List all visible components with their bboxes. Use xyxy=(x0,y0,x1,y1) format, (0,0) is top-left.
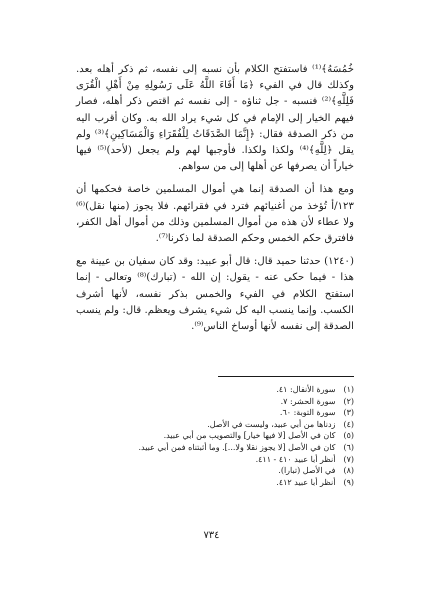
paragraph-1: خُمُسَهُ﴾⁽¹⁾ فاستفتح الكلام بأن نسبه إلى نفسه، ثم ذكر أهله بعد. وكذلك قال في الفيء ﴿مَا أَفَاءَ اللَّهُ عَلَى رَسُولِهِ مِنْ أَهْلِ الْقُرَى فَلِلَّهِ﴾⁽²⁾ فنسبه - جل ثناؤه - إلى نفسه ثم اقتص ذكر أهله، فصار فيهم الخيار إلى الإمام في كل شيء يراد الله به. وكان أقرب اليه من ذكر الصدقة فقال: ﴿إِنَّمَا الصَّدَقَاتُ لِلْفُقَرَاءِ وَالْمَسَاكِينِ﴾⁽³⁾ ولم يقل ﴿لِلَّهِ﴾⁽⁴⁾ ولكذا ولكذا. فأوجبها لهم ولم يجعل (لأحد)⁽⁵⁾ فيها خياراً أن يصرفها عن أهلها إلى من سواهم. xyxy=(76,64,355,173)
footnote-3 xyxy=(76,407,354,419)
footnote-number: (٨) xyxy=(343,466,354,476)
footnote-number: (٣) xyxy=(343,408,354,418)
footnote-number: (١) xyxy=(343,385,354,394)
footnote-4 xyxy=(76,419,354,431)
footnote-text: سورة الحشر: ٧. xyxy=(280,396,336,406)
footnote-number: (٩) xyxy=(343,477,354,487)
paragraph-3: (١٢٤٠) حدثنا حميد قال: قال أبو عبيد: وقد كان سفيان بن عيينة مع هذا - فيما حكى عنه - يقول: إن الله - (تبارك)⁽⁸⁾ وتعالى - إنما استفتح الكلام في الفيء والخمس بذكر نفسه، لأنها أشرف الكسب. وإنما ينسب اليه كل شيء يشرف ويعظم. قال: ولم ينسب الصدقة إلى نفسه لأنها أوساخ الناس⁽⁹⁾. xyxy=(76,256,354,333)
footnote-8 xyxy=(76,465,354,477)
footnote-text: سورة التوبة: ٦٠. xyxy=(279,408,336,418)
main-text xyxy=(76,62,354,335)
footnote-number: (٢) xyxy=(343,396,354,406)
page-number: ٧٣٤ xyxy=(203,530,220,541)
footnote-5 xyxy=(76,430,354,442)
footnote-text: أنظر أبا عبيد ٤١٠ - ٤١١. xyxy=(255,454,336,464)
footnote-2 xyxy=(76,396,354,408)
footnote-text: كان في الأصل [لا يجوز نقلا ولا...]. وما أثبتناه فمن أبي عبيد. xyxy=(138,442,336,452)
footnote-text: كان في الأصل [لا فيها خيار] والتصويب من أبي عبيد. xyxy=(163,431,336,441)
footnote-text: في الأصل (تبارا). xyxy=(278,466,336,476)
footnote-number: (٥) xyxy=(343,431,354,441)
footnote-6 xyxy=(76,442,354,454)
footnote-number: (٤) xyxy=(343,419,354,429)
footnotes xyxy=(76,384,354,488)
footnote-separator xyxy=(218,376,354,377)
footnote-text: زدناها من أبي عبيد، وليست في الأصل. xyxy=(207,419,336,429)
footnote-text: سورة الأنفال: ٤١. xyxy=(276,385,336,394)
footnote-7 xyxy=(76,454,354,466)
footnote-number: (٧) xyxy=(343,454,354,464)
footnote-1 xyxy=(76,384,354,396)
footnote-9 xyxy=(76,477,354,489)
paragraph-2: ومع هذا أن الصدقة إنما هي أموال المسلمين خاصة فحكمها أن ١٢٣/أ تُؤخذ من أغنيائهم فترد في فقرائهم. فلا يجوز (منها نقل)⁽⁶⁾ ولا عطاء لأن هذه من أموال المسلمين وذلك من أموال أهل الكفر، فافترق حكم الخمس وحكم الصدقة لما ذكرنا⁽⁷⁾. xyxy=(76,184,354,245)
footnote-text: أنظر أبا عبيد ٤١٢. xyxy=(276,477,336,487)
footnote-number: (٦) xyxy=(343,442,354,452)
